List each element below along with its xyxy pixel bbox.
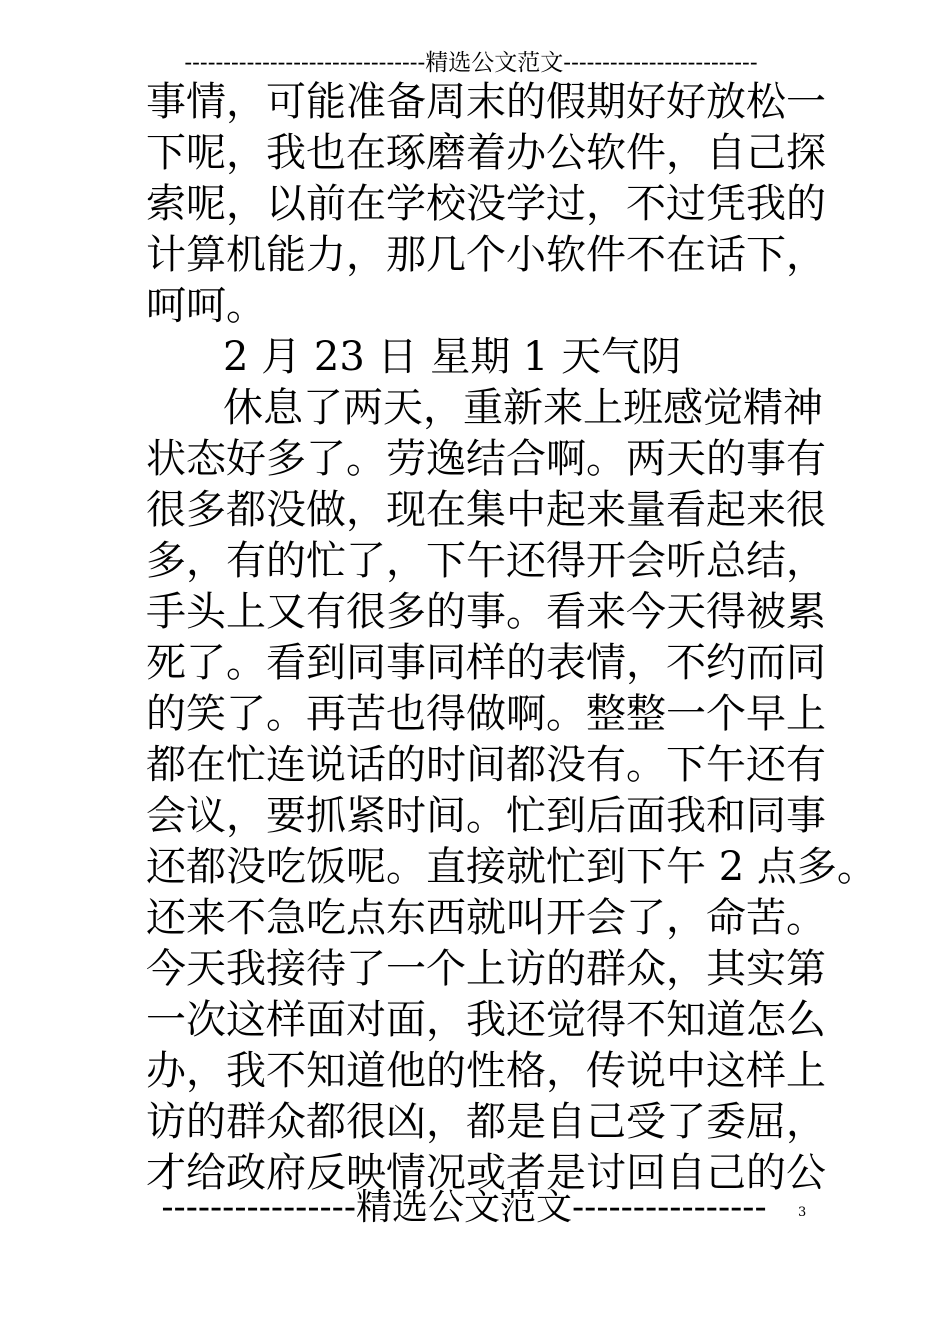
page-number: 3 [798, 1205, 807, 1220]
text-line: 计算机能力，那几个小软件不在话下， [146, 232, 826, 278]
text-line: 都在忙连说话的时间都没有。下午还有 [146, 742, 826, 788]
page-footer: ----------------精选公文范文---------------- [161, 1187, 767, 1228]
text-line: 还都没吃饭呢。直接就忙到下午 2 点多。 [146, 844, 877, 890]
text-line: 访的群众都很凶，都是自己受了委屈， [146, 1099, 826, 1145]
text-line: 死了。看到同事同样的表情，不约而同 [146, 640, 826, 686]
text-line: 事情，可能准备周末的假期好好放松一 [146, 79, 826, 125]
text-line: 呵呵。 [146, 283, 266, 329]
text-line: 索呢，以前在学校没学过，不过凭我的 [146, 181, 826, 227]
body-text [146, 77, 877, 1199]
text-line: 还来不急吃点东西就叫开会了，命苦。 [146, 895, 826, 941]
text-line: 手头上又有很多的事。看来今天得被累 [146, 589, 826, 635]
text-line: 会议，要抓紧时间。忙到后面我和同事 [146, 793, 826, 839]
text-line: 今天我接待了一个上访的群众，其实第 [146, 946, 826, 992]
text-line: 办，我不知道他的性格，传说中这样上 [146, 1048, 826, 1094]
text-line: 一次这样面对面，我还觉得不知道怎么 [146, 997, 826, 1043]
text-line: 很多都没做，现在集中起来量看起来很 [146, 487, 826, 533]
text-line: 的笑了。再苦也得做啊。整整一个早上 [146, 691, 826, 737]
text-line: 状态好多了。劳逸结合啊。两天的事有 [146, 436, 826, 482]
text-line: 才给政府反映情况或者是讨回自己的公 [146, 1150, 826, 1196]
text-line: 多，有的忙了，下午还得开会听总结， [146, 538, 826, 584]
text-line: 下呢，我也在琢磨着办公软件，自己探 [146, 130, 826, 176]
paragraph-first-line: 休息了两天，重新来上班感觉精神 [223, 385, 823, 431]
diary-date-heading: 2 月 23 日 星期 1 天气阴 [223, 334, 682, 380]
page-header: -------------------------------精选公文范文------------------------- [184, 50, 758, 76]
